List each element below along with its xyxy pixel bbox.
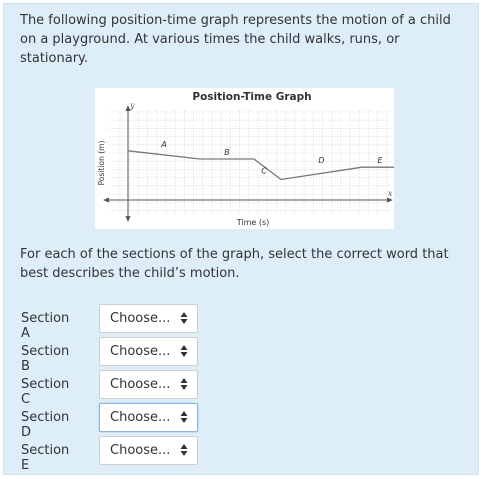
section-label-b: B — [224, 148, 230, 157]
graph-title: Position-Time Graph — [192, 91, 312, 103]
instruction-text: For each of the sections of the graph, select the correct word that best describes the child’s motion. — [20, 247, 449, 281]
select-value: Choose... — [110, 344, 171, 359]
section-labels — [160, 140, 383, 175]
section-select-c[interactable] — [99, 370, 198, 399]
graph-grid — [109, 110, 391, 213]
question-prompt: The following position-time graph represents the motion of a child on a playground. At various times the child walks, runs, or stationary. — [20, 13, 451, 66]
section-select-e[interactable] — [99, 436, 198, 465]
sort-arrows-icon — [180, 343, 188, 359]
select-value: Choose... — [110, 311, 171, 326]
x-axis-arrow-left — [103, 198, 109, 203]
x-axis-arrow — [387, 198, 393, 203]
section-label: Section E — [21, 443, 70, 473]
select-value: Choose... — [110, 410, 171, 425]
y-axis-label: Position (m) — [97, 140, 106, 186]
graph-svg — [95, 88, 394, 229]
question-panel — [3, 3, 479, 475]
position-time-graph — [95, 88, 394, 229]
section-label: Section C — [21, 377, 70, 407]
y-axis-letter: y — [130, 101, 135, 110]
sort-arrows-icon — [180, 376, 188, 392]
section-select-d[interactable] — [99, 403, 198, 432]
sort-arrows-icon — [180, 409, 188, 425]
section-label: Section D — [21, 410, 70, 440]
select-value: Choose... — [110, 443, 171, 458]
section-label: Section B — [21, 344, 70, 374]
y-axis-arrow-bottom — [126, 216, 131, 222]
section-select-b[interactable] — [99, 337, 198, 366]
sort-arrows-icon — [180, 310, 188, 326]
section-label-c: C — [261, 166, 267, 176]
section-label-a: A — [161, 139, 167, 149]
sort-arrows-icon — [180, 442, 188, 458]
x-axis-letter: x — [388, 189, 393, 198]
x-axis-label: Time (s) — [236, 218, 270, 227]
section-label: Section A — [21, 311, 70, 341]
section-label-e: E — [377, 156, 383, 166]
select-value: Choose... — [110, 377, 171, 392]
section-label-d: D — [318, 156, 325, 166]
section-select-a[interactable] — [99, 304, 198, 333]
